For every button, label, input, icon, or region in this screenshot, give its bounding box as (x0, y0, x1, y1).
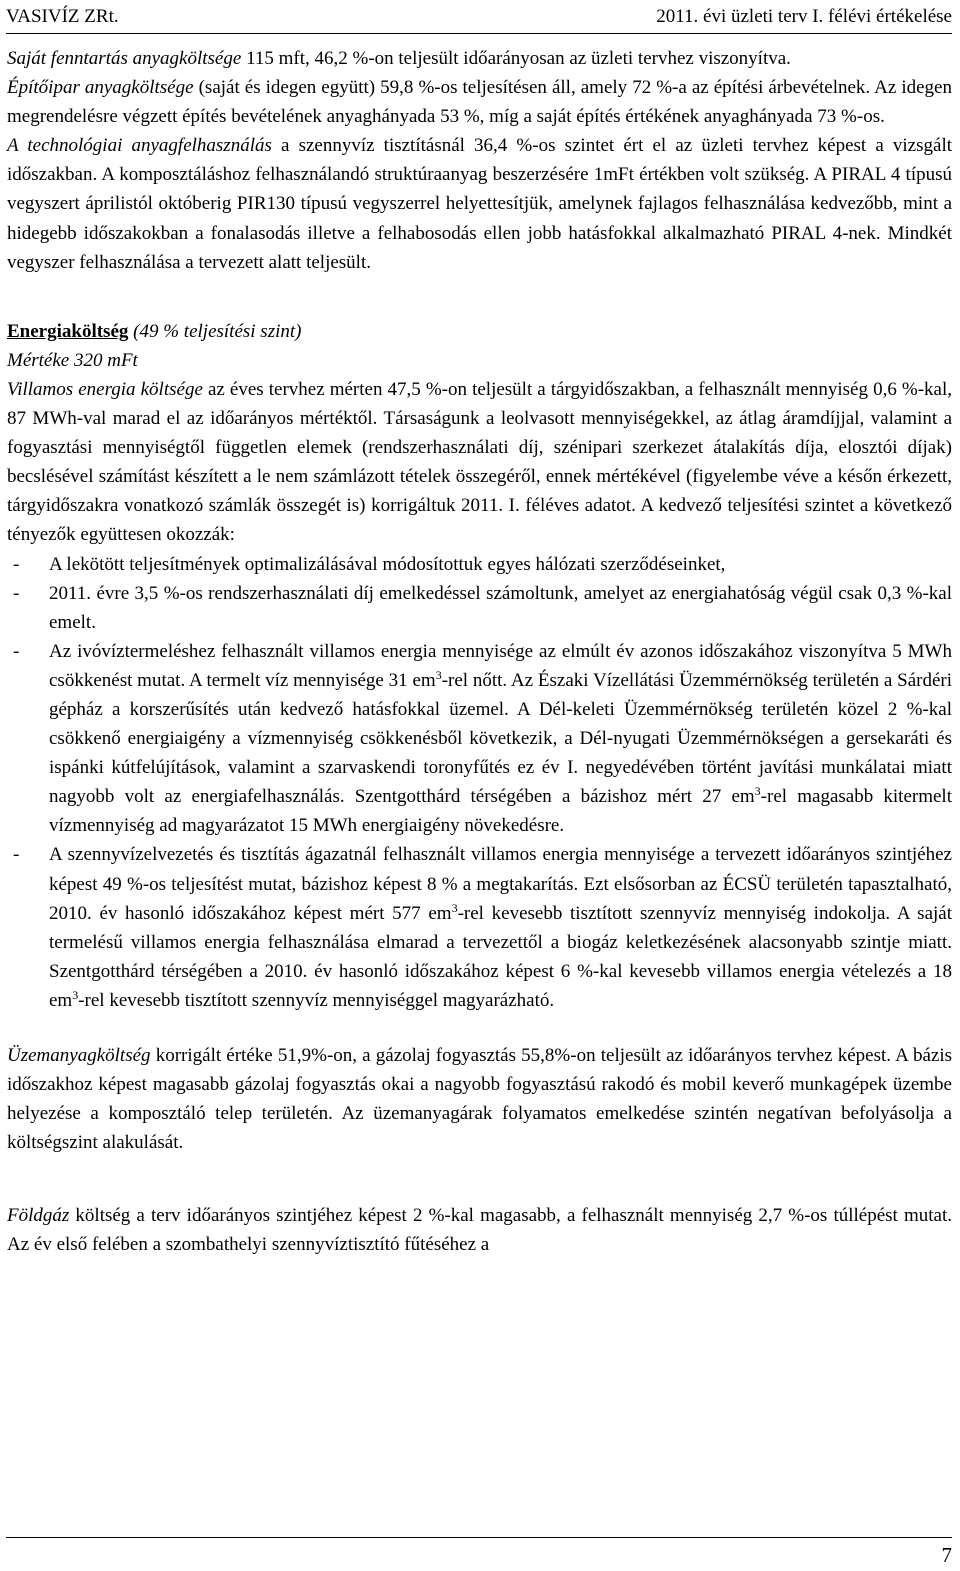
page-number: 7 (941, 1543, 952, 1567)
term-label: A technológiai anyagfelhasználás (7, 135, 272, 157)
term-label: Üzemanyagköltség (7, 1045, 151, 1066)
header-divider (6, 33, 952, 34)
document-body (7, 44, 952, 1260)
term-label: Építőipar anyagköltsége (7, 77, 194, 99)
list-item: - A szennyvízelvezetés és tisztítás ágazatnál felhasznált villamos energia mennyisége a tervezett időarányos szintjéhez képest 49 %-os teljesítést mutat, bázishoz képest 8 % a megtakarítás. Ezt elsősorban az ÉCSÜ területén tapasztalható, 2010. év hasonló időszakához képest mért 577 $em^3$-rel kevesebb tisztított szennyvíz mennyiség indokolja. A saját termelésű villamos energia felhasználása elmarad a tervezettől a biogáz keletkezésének alacsonyabb szintje miatt. Szentgotthárd térségében a 2010. év hasonló időszakához képest 6 %-kal kevesebb villamos energia vételezés a 18 $em^3$-rel kevesebb tisztított szennyvíz mennyiséggel magyarázható. (13, 844, 953, 1011)
energy-heading: Energiaköltség (49 % teljesítési szint) (7, 320, 302, 342)
company-name: VASIVÍZ ZRt. (6, 6, 119, 27)
list-item: - Az ivóvíztermeléshez felhasznált villamos energia mennyisége az elmúlt év azonos időszakához viszonyítva 5 MWh csökkenést mutat. A termelt víz mennyisége 31 $em^3$-rel nőtt. Az Északi Vízellátási Üzemmérnökség területén a Sárdéri gépház a korszerűsítés után kedvező hatásfokkal üzemel. A Dél-keleti Üzemmérnökség területén közel 2 %-kal csökkenő energiaigény a vízmennyiség csökkenésből következik, a Dél-nyugati Üzemmérnökségen a gersekaráti és ispánki kútfelújítások, valamint a szarvaskendi toronyfűtés ez év I. negyedévében történt javítási munkálatai miatt nagyobb volt az energiafelhasználás. Szentgotthárd térségében a bázishoz mért 27 $em^3$-rel magasabb kitermelt vízmennyiség ad magyarázatot 15 MWh energiaigény növekedésre. (13, 640, 952, 837)
paragraph-electricity: Villamos energia költsége az éves tervhez mérten 47,5 %-on teljesült a tárgyidőszakban, a felhasznált mennyiség 0,6 %-kal, 87 MWh-val marad el az időarányos mértéktől. Társaságunk a leolvasott mennyiségekkel, az átlag áramdíjjal, valamint a fogyasztási mennyiségtől független elemek (rendszerhasználati díj, szénipari szerkezet átalakítás díja, elosztói díjak) becslésével számítást készített a le nem számlázott tételek összegéről, ennek mértékével (figyelembe véve a későn érkezett, tárgyidőszakra vonatkozó számlák összegét is) korrigáltuk 2011. I. féléves adatot. A kedvező teljesítési szintet a következő tényezők együttesen okozzák: (7, 378, 953, 546)
paragraph-fuel: Üzemanyagköltség korrigált értéke 51,9%-on, a gázolaj fogyasztás 55,8%-on teljesült az időarányos tervhez képest. A bázis időszakhoz képest magasabb gázolaj fogyasztás okai a nagyobb fogyasztású rakodó és mobil keverő munkagépek üzembe helyezése a komposztáló telep területén. Az üzemanyagárak folyamatos emelkedése szintén negatívan befolyásolja a költségszint alakulását. (7, 1045, 952, 1154)
list-item: - 2011. évre 3,5 %-os rendszerhasználati díj emelkedéssel számoltunk, amelyet az energiahatóság végül csak 0,3 %-kal emelt. (13, 582, 952, 633)
term-label: Villamos energia költsége (7, 378, 203, 400)
paragraph-construction-material: Építőipar anyagköltsége (saját és idegen együtt) 59,8 %-os teljesítésen áll, amely 72 %-a az építési árbevételnek. Az idegen megrendelésre végzett építés bevételének anyaghányada 53 %, míg a saját építés értékének anyaghányada 73 %-os. (7, 77, 952, 128)
paragraph-natural-gas: Földgáz költség a terv időarányos szintjéhez képest 2 %-kal magasabb, a felhasznált mennyiség 2,7 %-os túllépést mutat. Az év első felében a szombathelyi szennyvíztisztító fűtéséhez a (7, 1205, 952, 1256)
list-item: - A lekötött teljesítmények optimalizálásával módosítottuk egyes hálózati szerződéseinket, (13, 553, 726, 575)
section-heading: Energiaköltség (7, 320, 129, 342)
term-label: Földgáz (7, 1205, 70, 1227)
paragraph-maintenance-material: Saját fenntartás anyagköltsége 115 mft, 46,2 %-on teljesült időarányosan az üzleti tervhez viszonyítva. (7, 48, 791, 69)
page-header (6, 4, 952, 34)
footer-divider (6, 1537, 952, 1538)
factor-list (7, 550, 952, 1016)
paragraph-technology-material: A technológiai anyagfelhasználás a szennyvíz tisztításnál 36,4 %-os szintet ért el az üzleti tervhez képest a vizsgált időszakban. A komposztáláshoz felhasználandó struktúraanyag beszerzésére 1mFt értékben volt szükség. A PIRAL 4 típusú vegyszert áprilistól októberig PIR130 típusú vegyszerrel helyettesítjük, amelynek fajlagos felhasználása kedvezőbb, mint a hidegebb időszakokban a fonalasodás illetve a felhabosodás ellen jobb hatásfokkal alkalmazható PIRAL 4-nek. Mindkét vegyszer felhasználása a tervezett alatt teljesült. (7, 135, 952, 273)
energy-measure: Mértéke 320 mFt (7, 349, 138, 371)
report-title: 2011. évi üzleti terv I. félévi értékelése (656, 6, 952, 27)
term-label: Saját fenntartás anyagköltsége (7, 48, 242, 69)
